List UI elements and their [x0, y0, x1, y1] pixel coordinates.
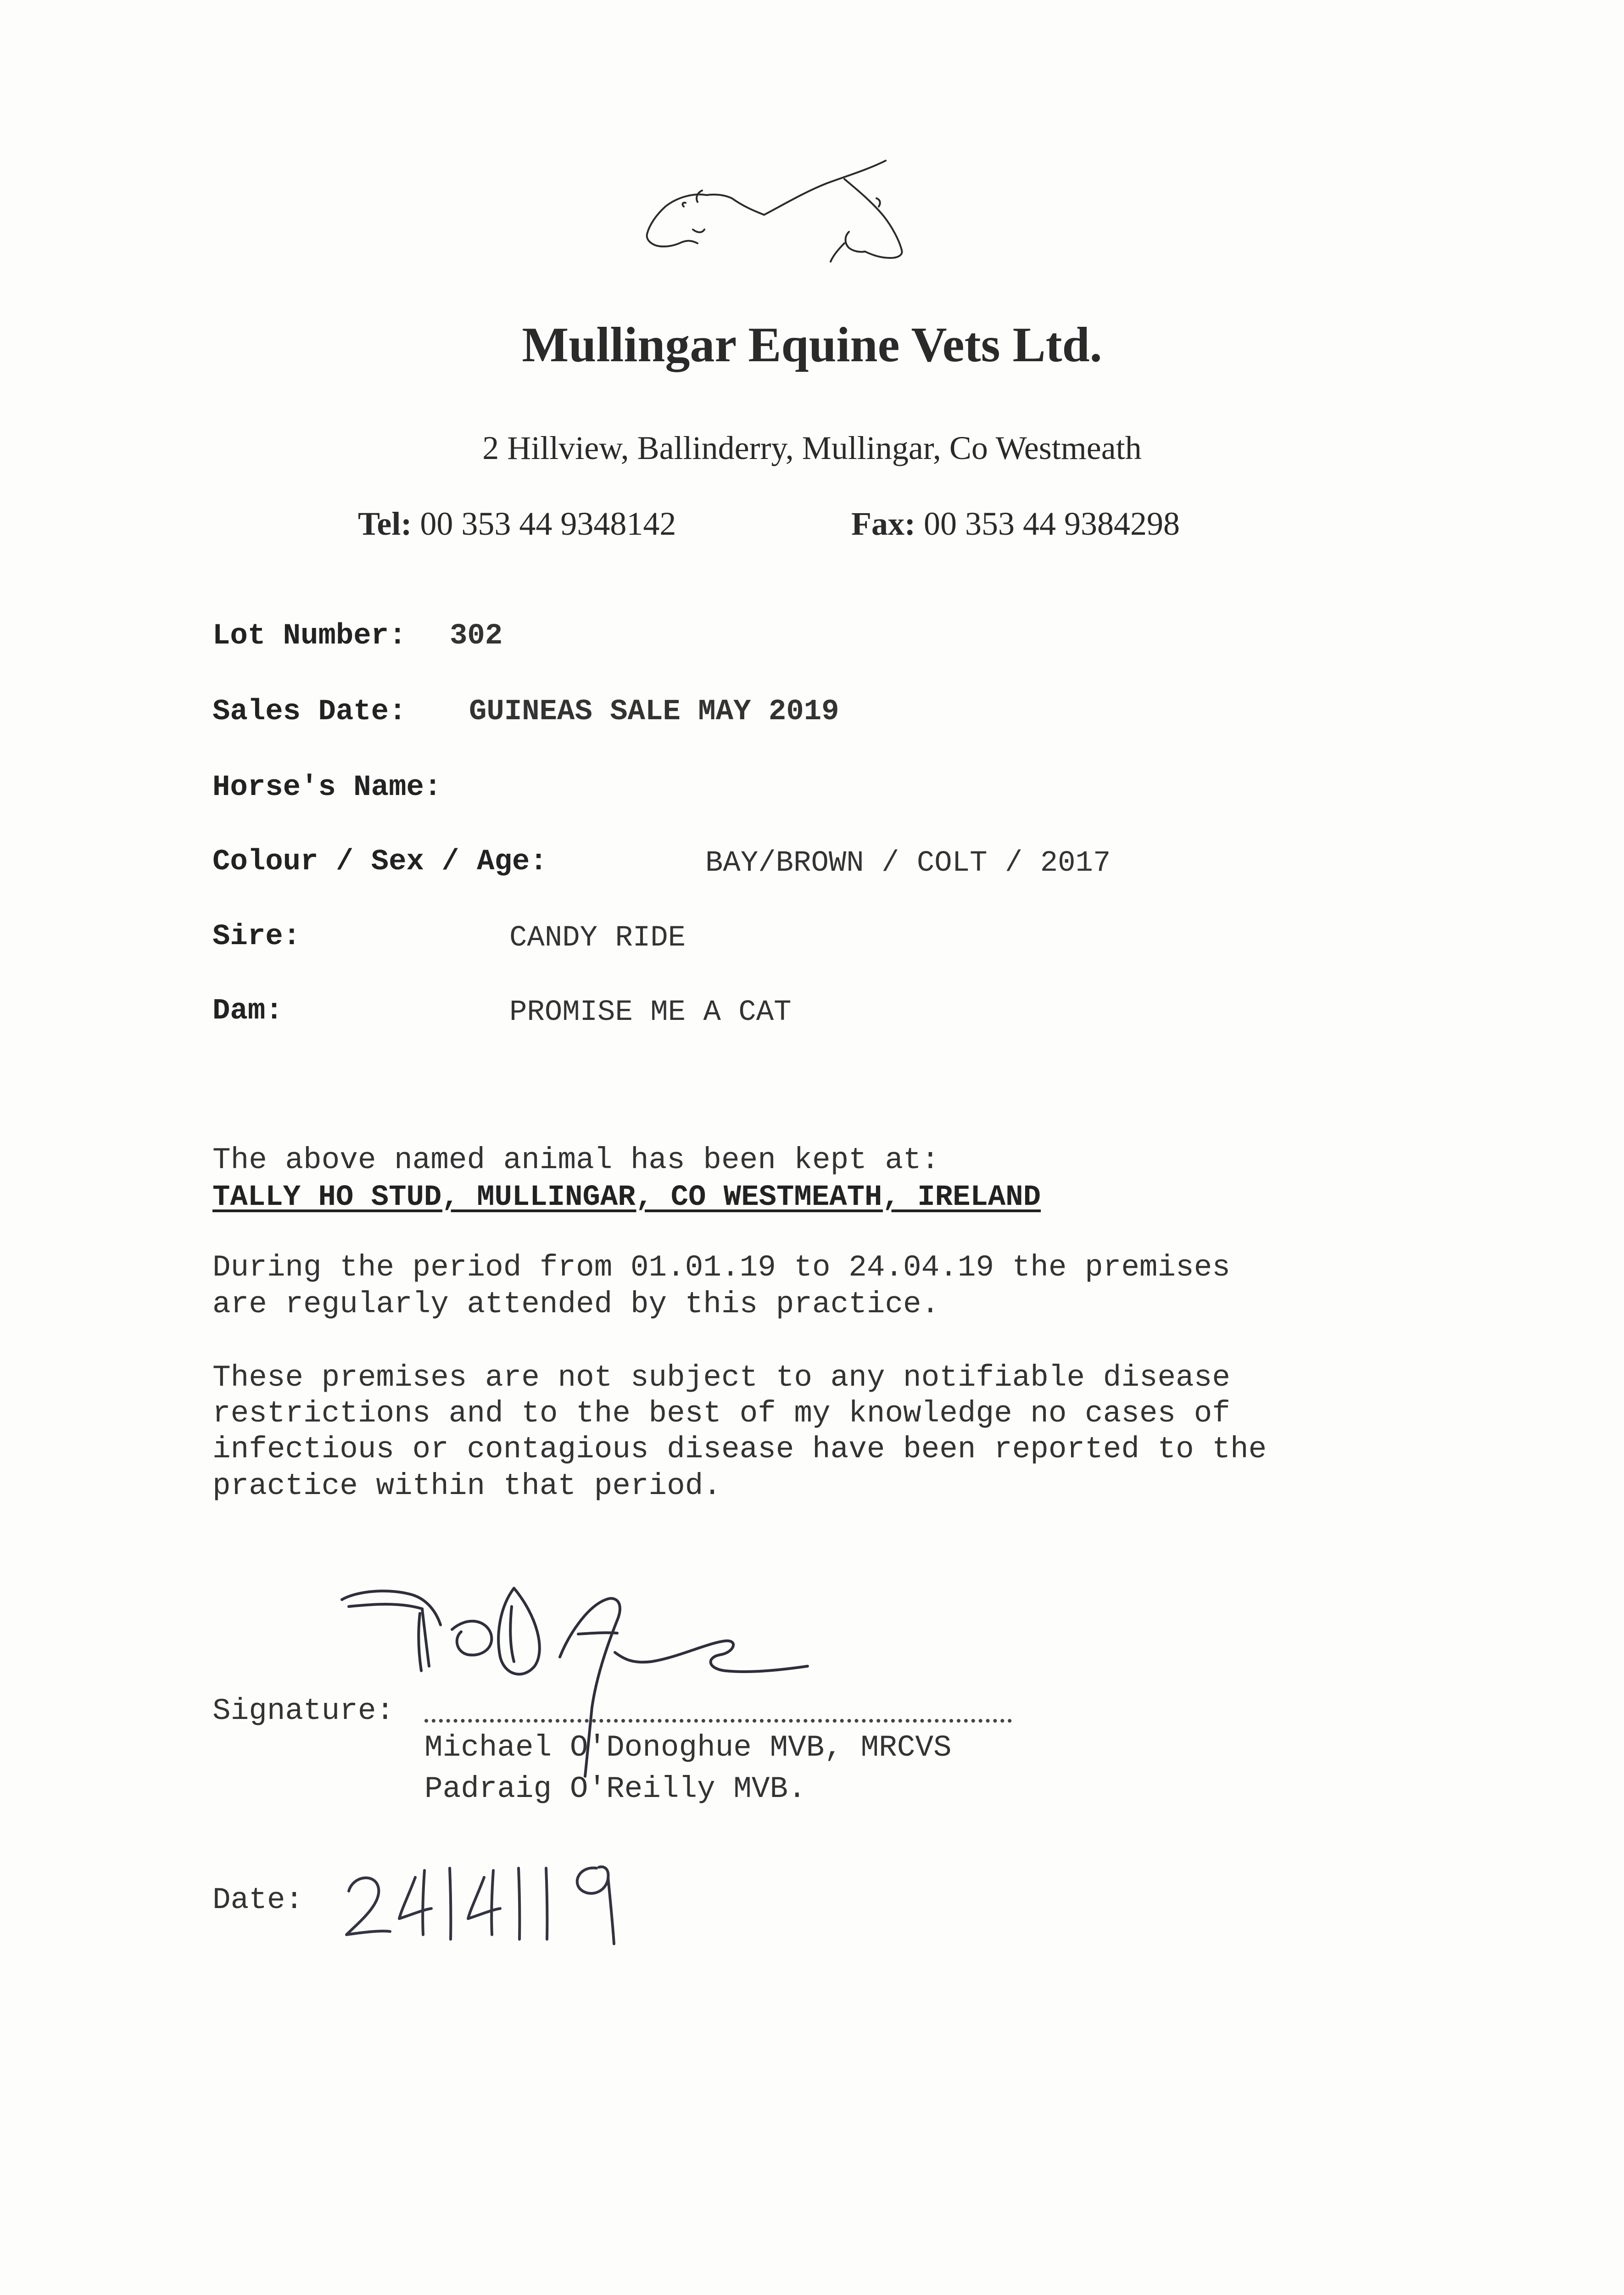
tel-number: 00 353 44 9348142 — [420, 505, 676, 542]
disease-line-4: practice within that period. — [212, 1469, 721, 1503]
dam-value: PROMISE ME A CAT — [509, 996, 792, 1029]
lot-number-value: 302 — [450, 620, 503, 653]
period-line-1: During the period from 01.01.19 to 24.04.19 the premises — [212, 1250, 1230, 1285]
horse-name-label: Horse's Name: — [212, 771, 442, 804]
fax — [851, 505, 1180, 543]
sire-label: Sire: — [212, 920, 301, 953]
disease-line-3: infectious or contagious disease have been reported to the — [212, 1432, 1267, 1467]
dam-label: Dam: — [212, 995, 283, 1028]
lot-number-label: Lot Number: — [212, 620, 407, 653]
fax-label: Fax: — [851, 505, 915, 542]
disease-line-1: These premises are not subject to any notifiable disease — [212, 1360, 1230, 1395]
kept-at-intro: The above named animal has been kept at: — [212, 1143, 940, 1177]
sales-date-value: GUINEAS SALE MAY 2019 — [469, 695, 839, 728]
company-name: Mullingar Equine Vets Ltd. — [522, 318, 1102, 372]
date-label: Date: — [212, 1883, 304, 1917]
signature-label: Signature: — [212, 1694, 395, 1728]
period-line-2: are regularly attended by this practice. — [212, 1287, 940, 1321]
telephone — [358, 505, 676, 543]
disease-line-2: restrictions and to the best of my knowledge no cases of — [212, 1396, 1230, 1431]
company-address: 2 Hillview, Ballinderry, Mullingar, Co Westmeath — [482, 430, 1142, 466]
sire-value: CANDY RIDE — [509, 922, 686, 955]
handwritten-date — [340, 1850, 633, 1951]
colour-sex-age-value: BAY/BROWN / COLT / 2017 — [705, 847, 1111, 880]
kept-at-location: TALLY HO STUD, MULLINGAR, CO WESTMEATH, IRELAND — [212, 1181, 1041, 1214]
tel-label: Tel: — [358, 505, 412, 542]
vet-1-name: Michael O'Donoghue MVB, MRCVS — [424, 1730, 952, 1765]
horse-heads-logo — [629, 151, 941, 280]
fax-number: 00 353 44 9384298 — [923, 505, 1180, 542]
vet-2-name: Padraig O'Reilly MVB. — [424, 1772, 806, 1806]
sales-date-label: Sales Date: — [212, 695, 407, 728]
colour-sex-age-label: Colour / Sex / Age: — [212, 845, 547, 879]
